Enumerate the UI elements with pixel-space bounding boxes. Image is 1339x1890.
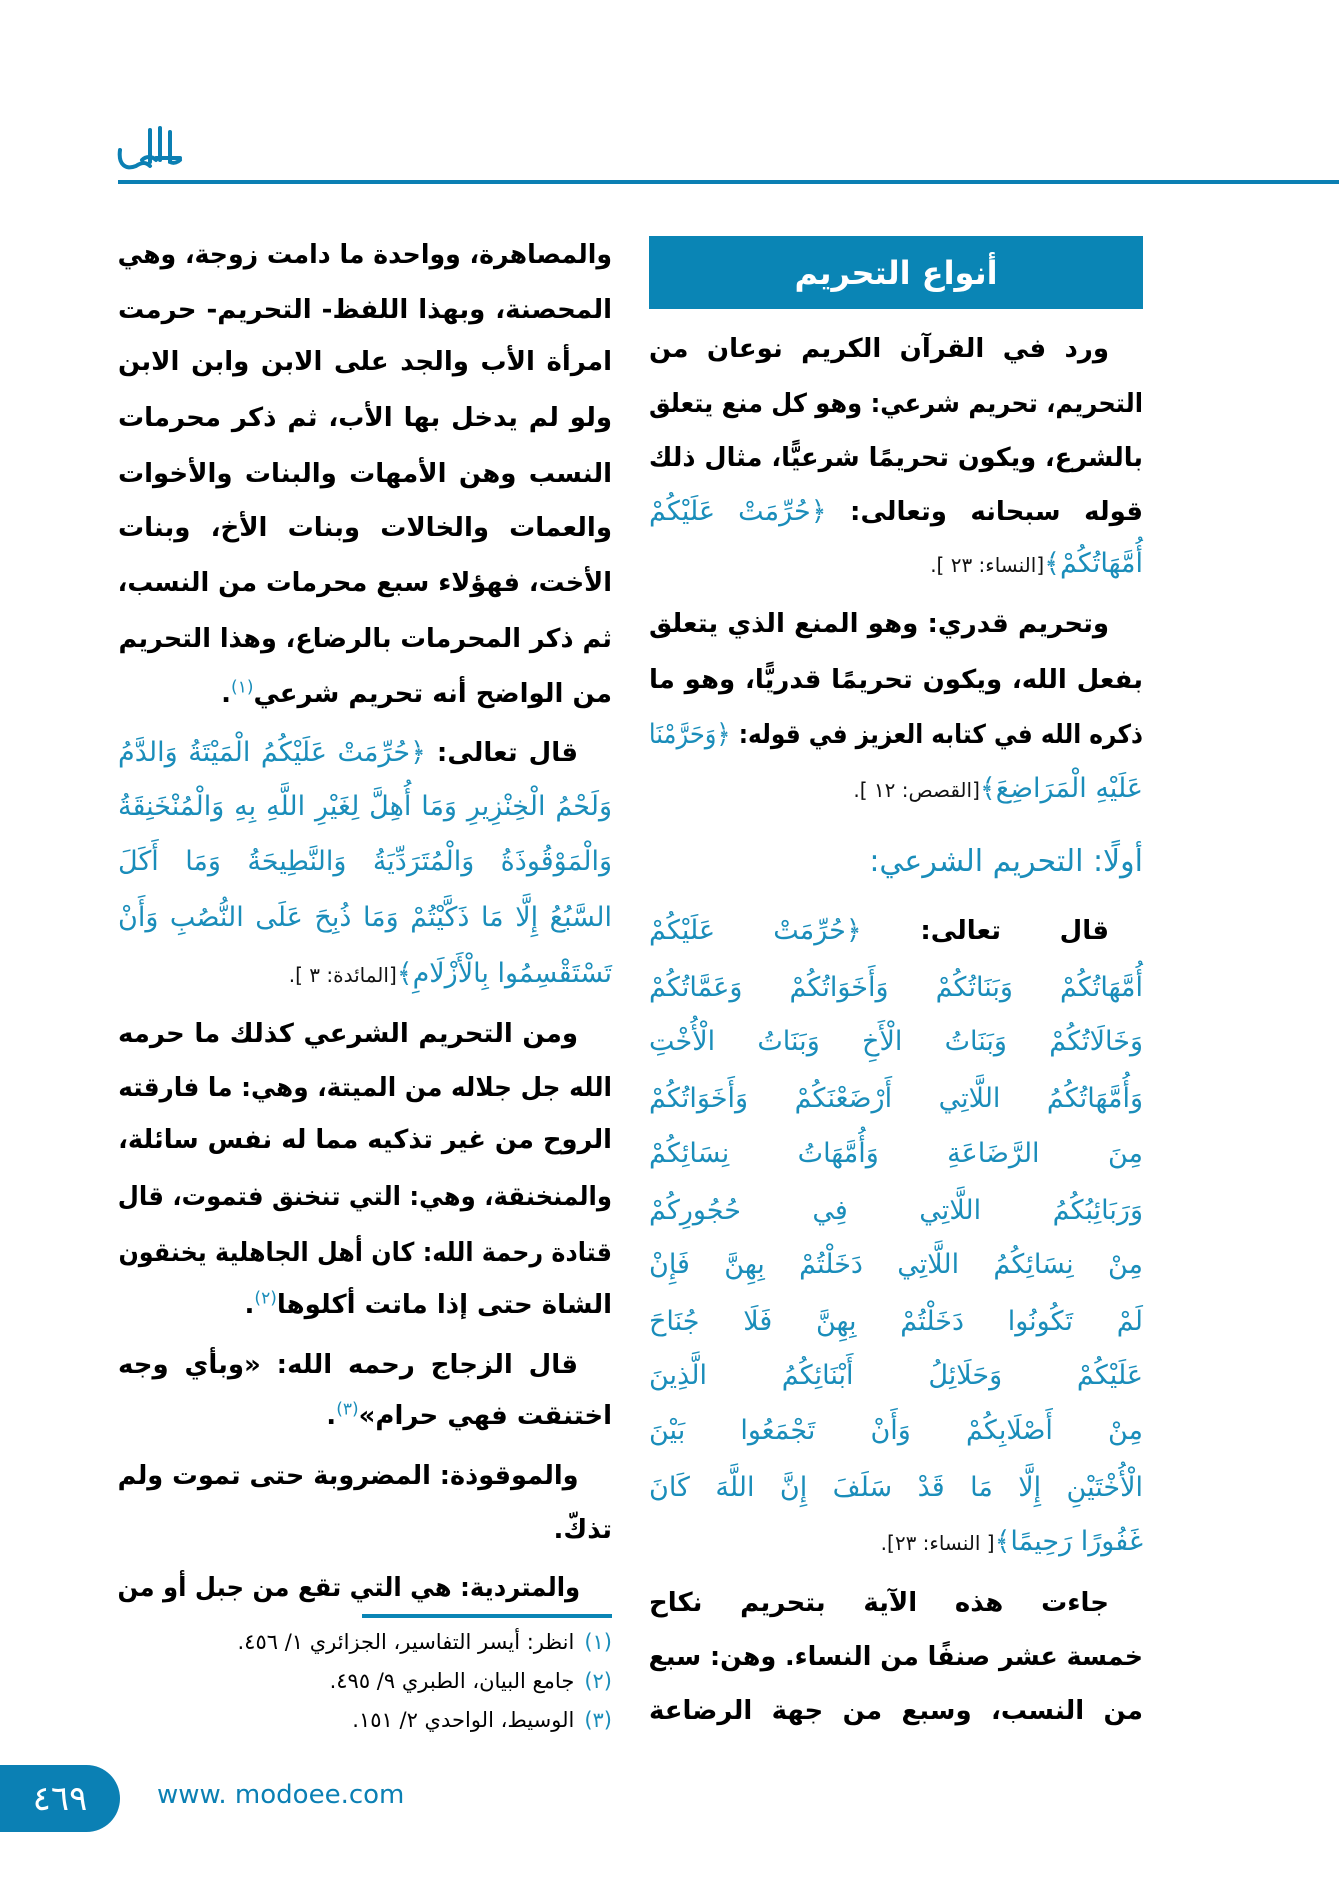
text-segment: ورد في القرآن الكريم نوعان من xyxy=(649,334,1109,364)
footnote xyxy=(118,1663,612,1699)
text-line xyxy=(649,1516,1143,1568)
text-line xyxy=(118,836,612,888)
page-number: ٤٦٩ xyxy=(0,1765,120,1832)
text-segment: الأخت، فهؤلاء سبع محرمات من النسب، xyxy=(117,568,612,598)
text-line xyxy=(649,1462,1143,1514)
text-segment: المحصنة، وبهذا اللفظ- التحريم- حرمت xyxy=(118,295,612,325)
quran-verse: ﴿حُرِّمَتْ عَلَيْكُمْ xyxy=(649,496,827,527)
footnote-marker: (١) xyxy=(231,677,254,698)
text-line xyxy=(649,1185,1143,1237)
text-line xyxy=(648,432,1143,484)
text-line xyxy=(117,557,612,609)
text-line xyxy=(118,1279,612,1331)
text-line xyxy=(649,486,1143,538)
text-line xyxy=(649,378,1143,430)
quran-verse: مِنَ الرَّضَاعَةِ وَأُمَّهَاتُ نِسَائِكُمْ xyxy=(649,1138,1143,1169)
quran-verse: وَالْمَوْقُوذَةُ وَالْمُتَرَدِّيَةُ وَالنَّطِيحَةُ وَمَا أَكَلَ xyxy=(118,846,612,877)
section-logo xyxy=(116,120,186,180)
text-segment: . xyxy=(326,1401,337,1431)
text-segment: من النسب، وسبع من جهة الرضاعة xyxy=(649,1696,1143,1726)
text-segment: النسب وهن الأمهات والبنات والأخوات xyxy=(118,459,612,489)
text-line xyxy=(649,1073,1143,1125)
quran-verse: وَخَالَاتُكُمْ وَبَنَاتُ الْأَخِ وَبَنَاتُ الْأُخْتِ xyxy=(649,1026,1143,1057)
text-segment: بفعل الله، ويكون تحريمًا قدريًّا، وهو ما xyxy=(649,665,1143,695)
footnote-text: جامع البيان، الطبري ٩/ ٤٩٥. xyxy=(329,1669,575,1693)
quran-verse: لَمْ تَكُونُوا دَخَلْتُمْ بِهِنَّ فَلَا جُنَاحَ xyxy=(649,1306,1143,1337)
text-segment: والمصاهرة، وواحدة ما دامت زوجة، وهي xyxy=(117,240,612,270)
footnote-separator xyxy=(362,1614,612,1618)
text-segment: ومن التحريم الشرعي كذلك ما حرمه xyxy=(118,1019,578,1049)
text-line xyxy=(118,1504,612,1556)
text-line xyxy=(649,1128,1143,1180)
quran-verse: وَرَبَائِبُكُمُ اللَّاتِي فِي حُجُورِكُمْ xyxy=(649,1195,1143,1226)
text-segment: . xyxy=(244,1290,255,1320)
quran-verse: تَسْتَقْسِمُوا بِالْأَزْلَامِ﴾ xyxy=(396,958,612,989)
text-line xyxy=(118,1390,612,1442)
website-link[interactable]: www. modoee.com xyxy=(157,1780,405,1810)
text-line xyxy=(649,1016,1143,1068)
footnote xyxy=(118,1702,612,1738)
text-line xyxy=(649,1296,1143,1348)
footnote-text: الوسيط، الواحدي ٢/ ١٥١. xyxy=(352,1708,575,1732)
text-segment: الشاة حتى إذا ماتت أكلوها xyxy=(276,1290,612,1320)
text-segment: خمسة عشر صنفًا من النساء. وهن: سبع xyxy=(648,1642,1143,1672)
text-segment: والموقوذة: المضروبة حتى تموت ولم xyxy=(117,1461,579,1491)
text-line xyxy=(118,613,612,665)
text-line xyxy=(649,598,1143,650)
section-title: أنواع التحريم xyxy=(649,236,1143,309)
quran-verse: أُمَّهَاتُكُمْ وَبَنَاتُكُمْ وَأَخَوَاتُكُمْ وَعَمَّاتُكُمْ xyxy=(649,972,1143,1003)
quran-verse: ﴿حُرِّمَتْ عَلَيْكُمُ الْمَيْتَةُ وَالدَّمُ xyxy=(118,737,426,768)
header-rule xyxy=(118,180,1339,184)
text-segment: ولو لم يدخل بها الأب، ثم ذكر محرمات xyxy=(118,403,612,433)
text-line xyxy=(118,336,612,388)
text-line xyxy=(117,1562,612,1614)
quran-verse: مِنْ أَصْلَابِكُمْ وَأَنْ تَجْمَعُوا بَيْنَ xyxy=(649,1415,1143,1446)
quran-verse: عَلَيْهِ الْمَرَاضِعَ﴾ xyxy=(979,773,1143,804)
quran-verse: وَأُمَّهَاتُكُمُ اللَّاتِي أَرْضَعْنَكُمْ وَأَخَوَاتُكُمْ xyxy=(649,1083,1143,1114)
text-line xyxy=(118,892,612,944)
text-line xyxy=(118,392,612,444)
quran-verse: وَلَحْمُ الْخِنْزِيرِ وَمَا أُهِلَّ لِغَيْرِ اللَّهِ بِهِ وَالْمُنْخَنِقَةُ xyxy=(118,791,612,822)
text-segment: قال تعالى: xyxy=(425,738,578,768)
text-line xyxy=(118,781,612,833)
text-line xyxy=(118,1227,612,1279)
text-line xyxy=(118,668,612,720)
text-line xyxy=(118,284,612,336)
quran-verse: ﴿حُرِّمَتْ عَلَيْكُمْ xyxy=(649,915,862,946)
text-segment: وتحريم قدري: وهو المنع الذي يتعلق xyxy=(649,609,1109,639)
text-segment: تذكّ. xyxy=(553,1515,612,1545)
text-segment: قال الزجاج رحمه الله: «وبأي وجه xyxy=(118,1350,578,1380)
text-segment: بالشرع، ويكون تحريمًا شرعيًّا، مثال ذلك xyxy=(648,443,1143,473)
text-segment: والمنخنقة، وهي: التي تنخنق فتموت، قال xyxy=(117,1182,612,1212)
quran-verse: ﴿وَحَرَّمْنَا xyxy=(648,719,731,750)
text-segment: قتادة رحمة الله: كان أهل الجاهلية يخنقون xyxy=(118,1238,612,1268)
footnote-marker: (٢) xyxy=(254,1288,277,1309)
text-segment: الله جل جلاله من الميتة، وهي: ما فارقته xyxy=(118,1073,612,1103)
text-segment: ثم ذكر المحرمات بالرضاع، وهذا التحريم xyxy=(118,624,612,654)
text-line xyxy=(649,905,1143,957)
quran-verse: الْأُخْتَيْنِ إِلَّا مَا قَدْ سَلَفَ إِنَّ اللَّهَ كَانَ xyxy=(649,1472,1143,1503)
text-line xyxy=(118,727,612,779)
text-line xyxy=(117,229,612,281)
text-segment: امرأة الأب والجد على الابن وابن الابن xyxy=(118,347,612,377)
text-line xyxy=(118,1114,613,1166)
text-line xyxy=(649,538,1143,590)
quran-verse: السَّبُعُ إِلَّا مَا ذَكَّيْتُمْ وَمَا ذُبِحَ عَلَى النُّصُبِ وَأَنْ xyxy=(118,902,612,933)
text-line xyxy=(648,709,1143,761)
text-line xyxy=(649,1685,1143,1737)
text-line xyxy=(649,1577,1143,1629)
text-line xyxy=(649,323,1143,375)
text-line xyxy=(117,1450,612,1502)
quran-verse: عَلَيْكُمْ وَحَلَائِلُ أَبْنَائِكُمُ الَّذِينَ xyxy=(649,1360,1143,1391)
text-segment: من الواضح أنه تحريم شرعي xyxy=(253,679,612,709)
verse-reference: [المائدة: ٣ ]. xyxy=(288,963,397,987)
quran-verse: أُمَّهَاتُكُمْ﴾ xyxy=(1044,548,1143,579)
text-line xyxy=(118,448,612,500)
text-segment: جاءت هذه الآية بتحريم نكاح xyxy=(649,1588,1109,1618)
quran-verse: مِنْ نِسَائِكُمُ اللَّاتِي دَخَلْتُمْ بِهِنَّ فَإِنْ xyxy=(649,1249,1143,1280)
footnote-text: انظر: أيسر التفاسير، الجزائري ١/ ٤٥٦. xyxy=(237,1630,575,1654)
text-line xyxy=(118,1339,612,1391)
footnote-number: (٣) xyxy=(584,1708,612,1732)
text-segment: اختنقت فهي حرام» xyxy=(358,1401,612,1431)
text-line xyxy=(649,654,1143,706)
text-line xyxy=(117,1171,612,1223)
text-line xyxy=(118,948,612,1000)
verse-reference: [النساء: ٢٣ ]. xyxy=(930,553,1045,577)
text-segment: . xyxy=(221,679,232,709)
text-segment: والعمات والخالات وبنات الأخ، وبنات xyxy=(118,513,612,543)
text-line xyxy=(648,1631,1143,1683)
text-segment: قال تعالى: xyxy=(861,916,1109,946)
text-segment: التحريم، تحريم شرعي: وهو كل منع يتعلق xyxy=(649,389,1143,419)
text-line xyxy=(649,962,1143,1014)
text-segment: الروح من غير تذكيه مما له نفس سائلة، xyxy=(118,1125,613,1155)
footnote-number: (١) xyxy=(584,1630,612,1654)
text-line xyxy=(118,1008,612,1060)
text-line xyxy=(649,763,1143,815)
quran-verse: غَفُورًا رَحِيمًا﴾ xyxy=(994,1526,1143,1557)
text-line xyxy=(118,1062,612,1114)
footnote xyxy=(118,1624,612,1660)
text-line xyxy=(649,1350,1143,1402)
text-line xyxy=(118,502,612,554)
footnote-marker: (٣) xyxy=(336,1399,359,1420)
text-segment: والمتردية: هي التي تقع من جبل أو من xyxy=(117,1573,581,1603)
text-segment: قوله سبحانه وتعالى: xyxy=(826,497,1143,527)
verse-reference: [ النساء: ٢٣]. xyxy=(880,1531,995,1555)
subheading xyxy=(649,836,1143,888)
text-segment: ذكره الله في كتابه العزيز في قوله: xyxy=(730,720,1143,750)
footnote-number: (٢) xyxy=(584,1669,612,1693)
verse-reference: [القصص: ١٢ ]. xyxy=(853,778,980,802)
text-line xyxy=(649,1405,1143,1457)
text-line xyxy=(649,1239,1143,1291)
text-segment: أولًا: التحريم الشرعي: xyxy=(869,844,1143,879)
